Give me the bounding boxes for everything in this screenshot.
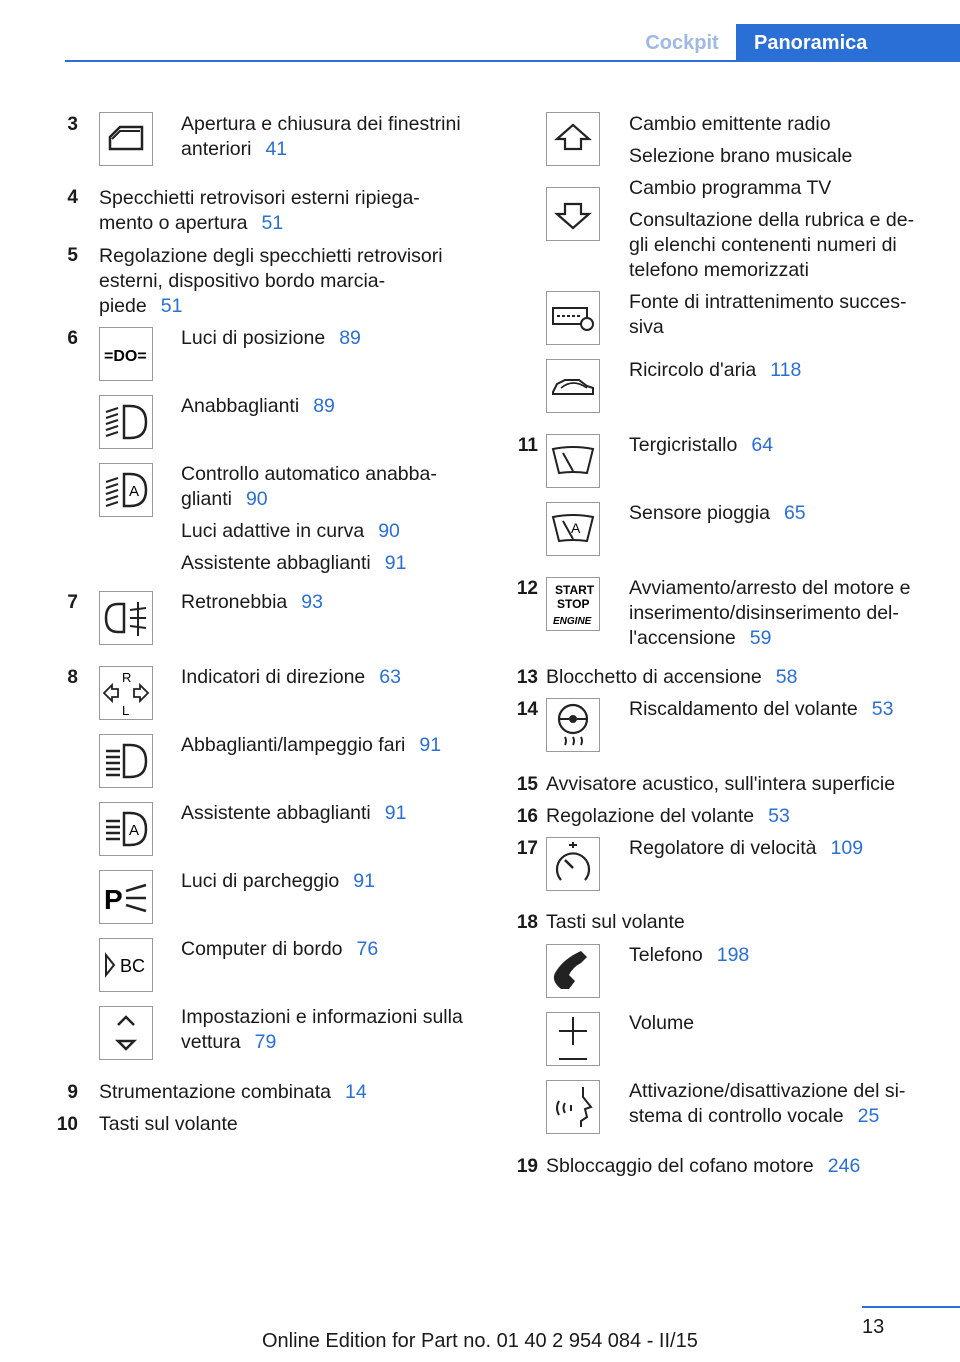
svg-text:BC: BC (120, 956, 146, 976)
svg-text:START: START (555, 583, 595, 597)
item-number: 14 (516, 699, 538, 720)
page-link[interactable]: 91 (353, 870, 375, 892)
item-text: Retronebbia 93 (181, 591, 323, 613)
item-number: 18 (516, 912, 538, 933)
item-text: Cambio programma TV (629, 177, 832, 199)
page-link[interactable]: 51 (160, 295, 183, 317)
item-text: Controllo automatico anabba- glianti 90 (181, 463, 437, 510)
page-link[interactable]: 91 (384, 802, 407, 824)
page-link[interactable]: 65 (783, 502, 806, 524)
item-text: Abbaglianti/lampeggio fari 91 (181, 734, 442, 756)
item-number: 17 (516, 838, 538, 859)
item-number: 8 (67, 667, 78, 688)
item-number: 4 (67, 187, 78, 208)
arrow-down-icon (546, 187, 600, 241)
item-text: Ricircolo d'aria 118 (629, 359, 802, 381)
air-recirculation-icon (546, 359, 600, 413)
page-number: 13 (862, 1316, 885, 1338)
page-link[interactable]: 90 (378, 520, 400, 542)
entertainment-source-icon (546, 291, 600, 345)
parking-lights-icon (99, 870, 153, 924)
svg-text:ENGINE: ENGINE (553, 616, 592, 627)
item-text: Assistente abbaglianti 91 (181, 552, 407, 574)
page-link[interactable]: 25 (857, 1105, 880, 1127)
high-beam-icon (99, 734, 153, 788)
footer-line (862, 1306, 960, 1308)
item-text: Indicatori di direzione 63 (181, 666, 401, 688)
volume-icon (546, 1012, 600, 1066)
svg-text:L: L (122, 703, 130, 718)
item-number: 12 (516, 578, 538, 599)
page-link[interactable]: 59 (749, 627, 772, 649)
item-number: 11 (517, 435, 538, 456)
svg-text:=DO=: =DO= (104, 348, 147, 365)
item-text: Consultazione della rubrica e de- gli elenchi contenenti numeri di telefono memorizzati (629, 209, 915, 281)
phone-icon (546, 944, 600, 998)
footer-edition: Online Edition for Part no. 01 40 2 954 084 - II/15 (262, 1330, 698, 1352)
low-beam-icon (99, 395, 153, 449)
page-link[interactable]: 93 (301, 591, 323, 613)
page-link[interactable]: 198 (716, 944, 750, 966)
svg-text:P: P (104, 884, 123, 915)
page-link[interactable]: 63 (379, 666, 401, 688)
svg-text:R: R (122, 670, 132, 685)
tab-panoramica[interactable]: Panoramica (736, 24, 960, 62)
item-text: Luci di posizione 89 (181, 327, 361, 349)
item-text: Tasti sul volante (546, 911, 685, 933)
svg-text:A: A (129, 483, 140, 500)
high-beam-assistant-icon (99, 802, 153, 856)
item-number: 10 (56, 1114, 78, 1135)
wiper-icon (546, 434, 600, 488)
item-number: 16 (516, 806, 538, 827)
page-link[interactable]: 58 (775, 666, 798, 688)
auto-low-beam-icon (99, 463, 153, 517)
item-text: Tergicristallo 64 (629, 434, 774, 456)
item-number: 7 (67, 592, 78, 613)
page-link[interactable]: 51 (261, 212, 284, 234)
arrow-up-icon (546, 112, 600, 166)
window-icon (99, 112, 153, 166)
page-link[interactable]: 89 (313, 395, 335, 417)
item-text: Specchietti retrovisori esterni ripiega- mento o apertura 51 (99, 187, 420, 234)
item-text: Volume (629, 1012, 695, 1034)
item-text: Sensore pioggia 65 (629, 502, 806, 524)
page-link[interactable]: 41 (265, 138, 288, 160)
item-text: Telefono 198 (629, 944, 750, 966)
page-link[interactable]: 14 (344, 1081, 367, 1103)
page-link[interactable]: 89 (339, 327, 361, 349)
item-text: Luci adattive in curva 90 (181, 520, 400, 542)
item-text: Blocchetto di accensione 58 (546, 666, 798, 688)
page-link[interactable]: 64 (751, 434, 774, 456)
tab-cockpit[interactable]: Cockpit (645, 32, 719, 54)
item-text: Regolatore di velocità 109 (629, 837, 864, 859)
page-link[interactable]: 53 (768, 805, 790, 827)
item-text: Luci di parcheggio 91 (181, 870, 375, 892)
board-computer-icon (99, 938, 153, 992)
page-link[interactable]: 90 (245, 488, 268, 510)
item-text: Cambio emittente radio (629, 113, 831, 135)
cruise-control-icon (546, 837, 600, 891)
item-number: 15 (516, 774, 538, 795)
svg-text:STOP: STOP (557, 597, 590, 611)
item-text: Tasti sul volante (99, 1113, 238, 1135)
item-text: Selezione brano musicale (629, 145, 853, 167)
item-text: Regolazione del volante 53 (546, 805, 790, 827)
item-text: Apertura e chiusura dei finestrini anteriori 41 (181, 113, 461, 160)
item-number: 19 (516, 1156, 538, 1177)
item-text: Regolazione degli specchietti retrovisori esterni, dispositivo bordo marcia- piede 51 (99, 245, 443, 317)
page-link[interactable]: 91 (384, 552, 407, 574)
heated-steering-wheel-icon (546, 698, 600, 752)
item-text: Sbloccaggio del cofano motore 246 (546, 1155, 861, 1177)
up-down-arrows-icon (99, 1006, 153, 1060)
voice-control-icon (546, 1080, 600, 1134)
svg-text:A: A (129, 822, 140, 839)
item-text: Fonte di intrattenimento succes- siva (629, 291, 907, 338)
item-number: 9 (67, 1082, 78, 1103)
item-number: 6 (67, 328, 78, 349)
page-link[interactable]: 109 (830, 837, 864, 859)
rain-sensor-icon (546, 502, 600, 556)
page-link[interactable]: 53 (871, 698, 894, 720)
position-lights-icon (99, 327, 153, 381)
svg-text:A: A (571, 520, 581, 536)
rear-fog-icon (99, 591, 153, 645)
item-number: 5 (67, 245, 78, 266)
item-text: Attivazione/disattivazione del si- stema di controllo vocale 25 (629, 1080, 906, 1127)
start-stop-button-icon (546, 577, 600, 631)
item-text: Riscaldamento del volante 53 (629, 698, 894, 720)
item-text: Avvisatore acustico, sull'intera superficie (546, 773, 896, 795)
page-link[interactable]: 79 (254, 1031, 277, 1053)
item-text: Computer di bordo 76 (181, 938, 379, 960)
item-text: Impostazioni e informazioni sulla vettura 79 (181, 1006, 463, 1053)
turn-signal-icon (99, 666, 153, 720)
page-link[interactable]: 76 (356, 938, 379, 960)
item-text: Assistente abbaglianti 91 (181, 802, 407, 824)
item-text: Anabbaglianti 89 (181, 395, 335, 417)
page-link[interactable]: 246 (827, 1155, 861, 1177)
item-number: 3 (67, 114, 78, 135)
item-text: Strumentazione combinata 14 (99, 1081, 367, 1103)
item-number: 13 (516, 667, 538, 688)
item-text: Avviamento/arresto del motore e inserimento/disinserimento del- l'accensione 59 (629, 577, 911, 649)
page-link[interactable]: 118 (770, 359, 802, 381)
page-link[interactable]: 91 (419, 734, 442, 756)
